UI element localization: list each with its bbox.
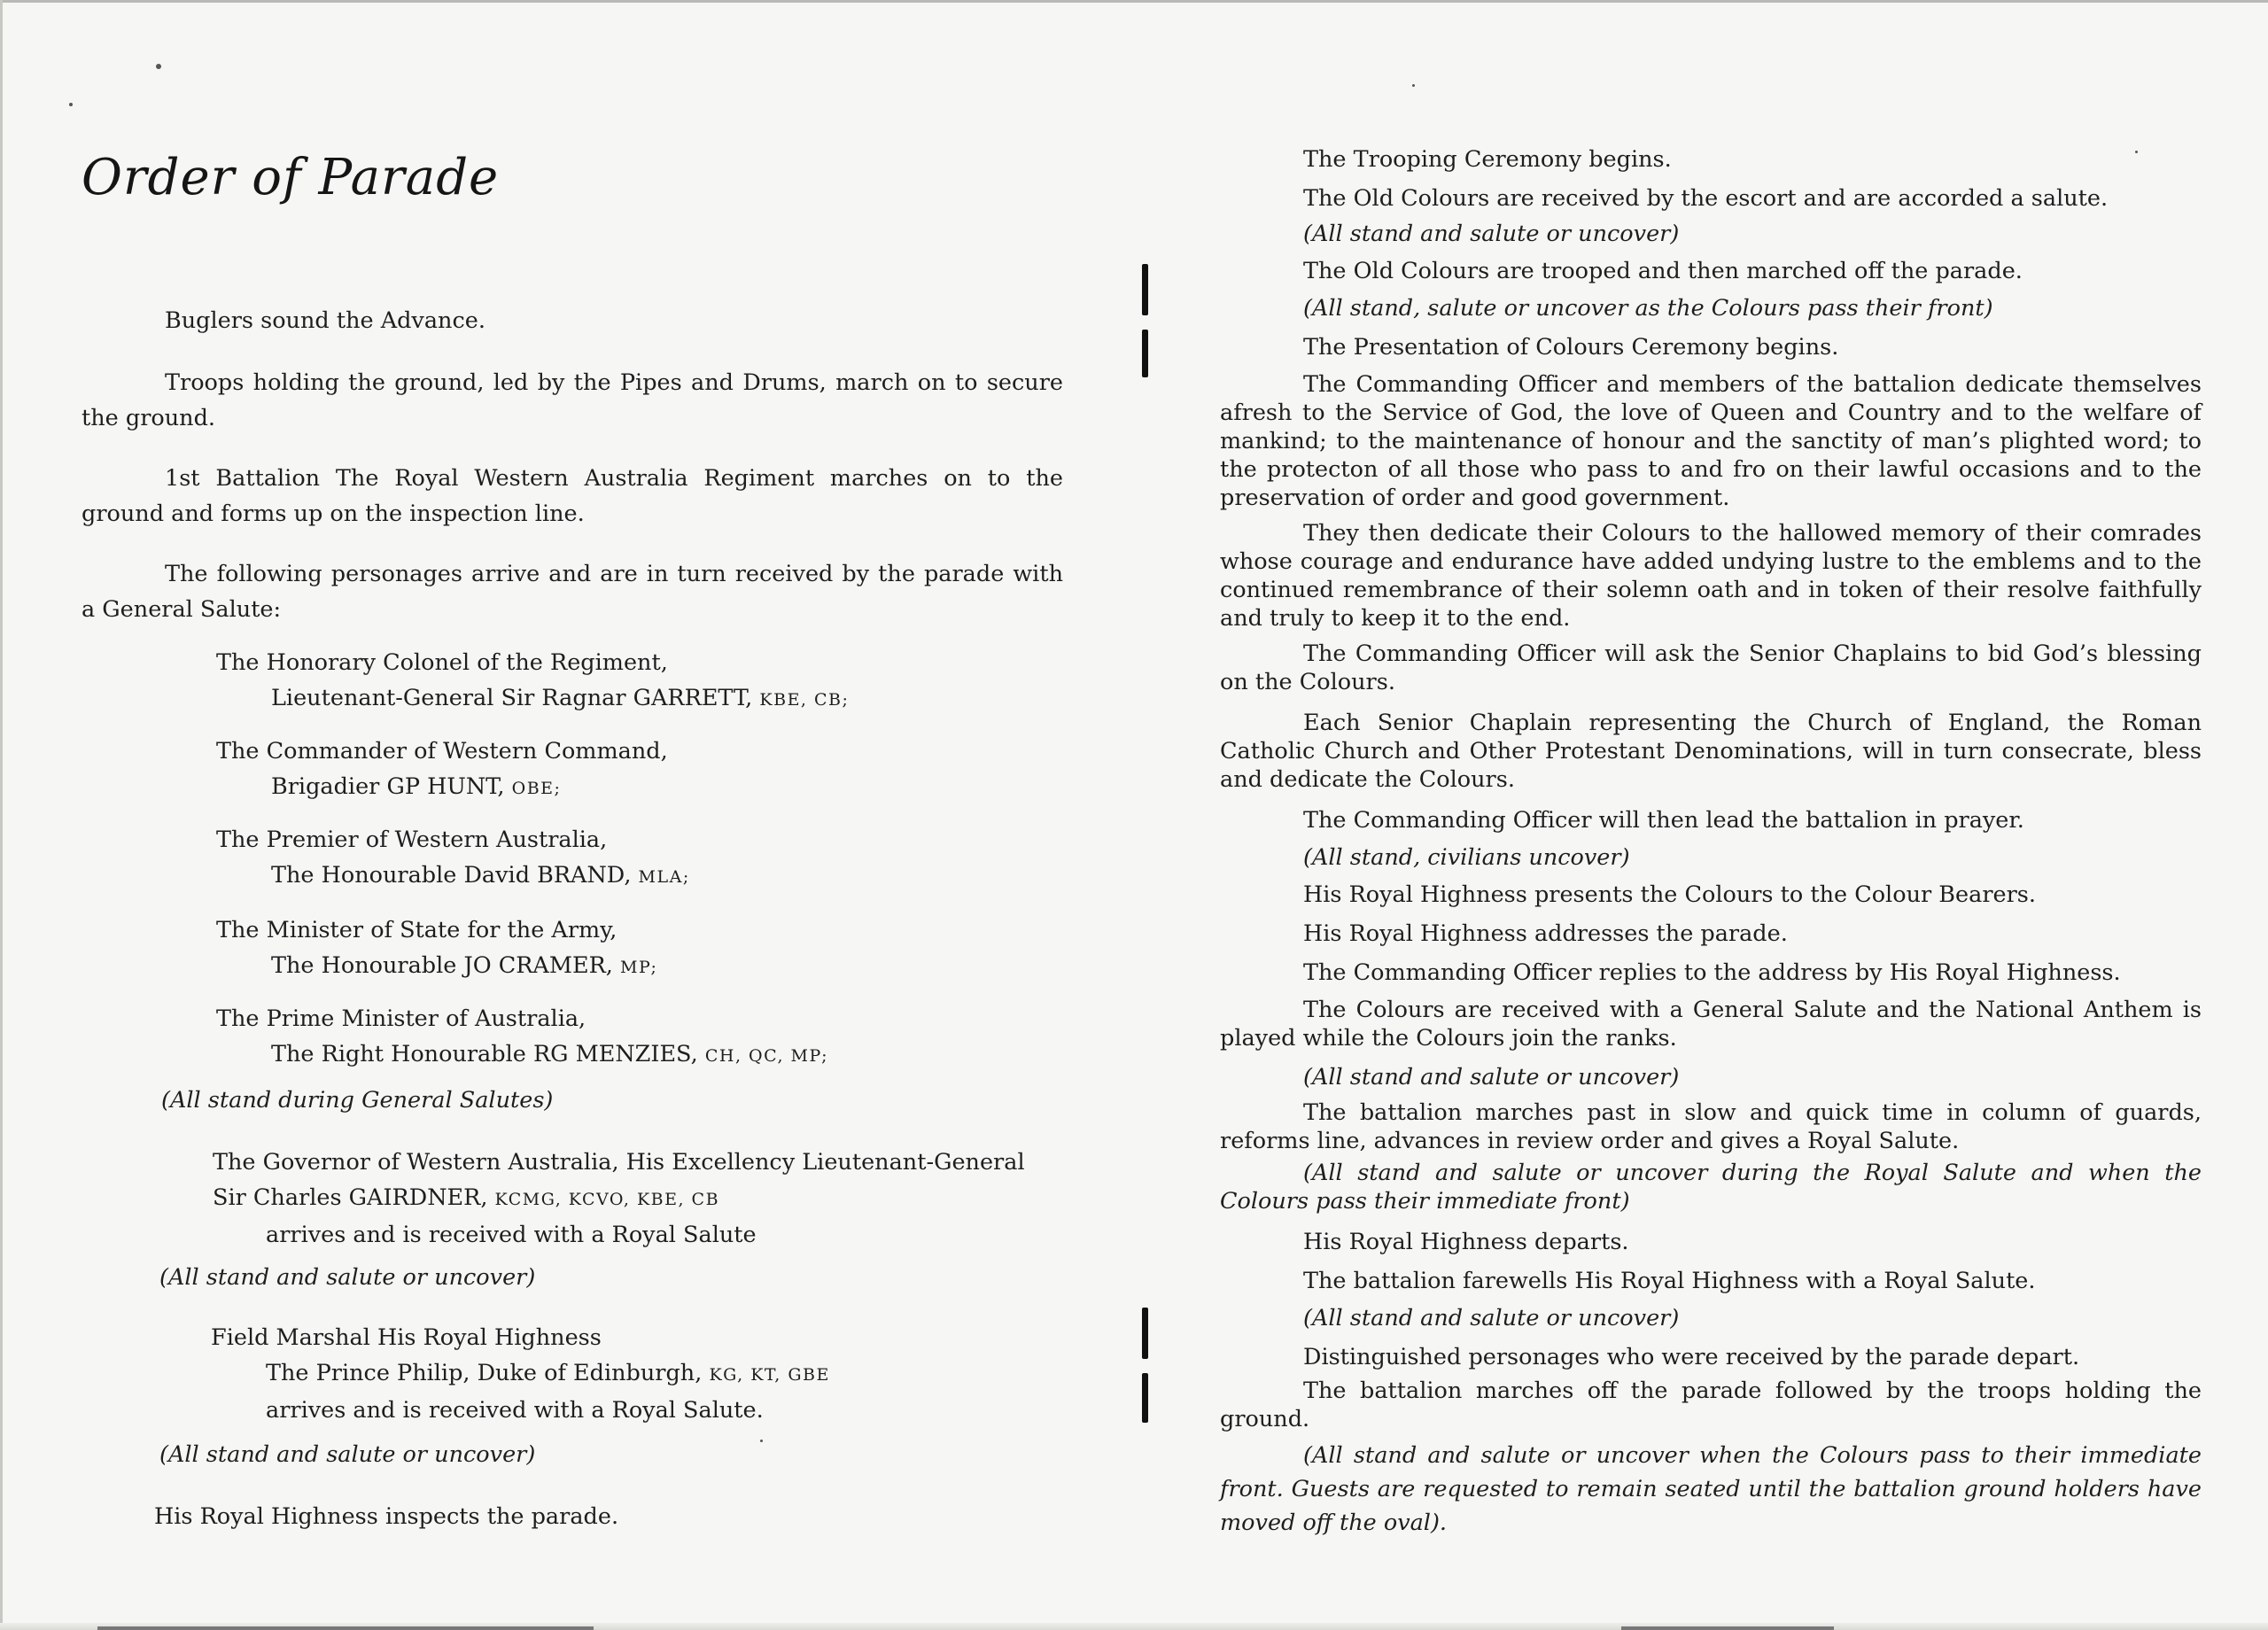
top-edge-shadow [0, 0, 2268, 3]
fold-mark [1142, 264, 1148, 315]
note-old-colours: (All stand and salute or uncover) [1303, 221, 1680, 247]
governor-arrives: arrives and is received with a Royal Salute [266, 1222, 757, 1248]
personage-name: The Honourable JO CRAMER, [271, 952, 613, 979]
paragraph-dedicate: The Commanding Officer and members of the battalion dedicate themselves afresh to the Service of God, the love of Queen and Country and to the welfare of mankind; to the maintenance of honour and the sanctity of man’s plighted word; to the protecton of all those who pass to and fro on their lawful occasions and to the preservation of order and good government. [1220, 371, 2202, 511]
scan-speck [156, 64, 161, 69]
personage-honours: MLA; [638, 867, 690, 887]
line-presentation-begins: The Presentation of Colours Ceremony begins. [1303, 334, 1839, 361]
personage-honours: CH, QC, MP; [704, 1046, 829, 1066]
personage-name: The Right Honourable RG MENZIES, [271, 1041, 698, 1067]
paragraph-chaplains: The Commanding Officer will ask the Senior Chaplains to bid God’s blessing on the Colours. [1220, 640, 2202, 695]
personage-office: The Premier of Western Australia, [216, 827, 608, 853]
paragraph-memory: They then dedicate their Colours to the hallowed memory of their comrades whose courage and endurance have added undying lustre to the emblems and to the continued remembrance of their solemn oath and in token of their resolve faithfully and truly to keep it to the end. [1220, 520, 2202, 632]
paragraph-consecrate: Each Senior Chaplain representing the Church of England, the Roman Catholic Church and Other Protestant Denominations, will in turn consecrate, bless and dedicate the Colours. [1220, 710, 2202, 793]
note-governor: (All stand and salute or uncover) [159, 1264, 536, 1291]
bottom-scan-mark-left [97, 1626, 594, 1630]
personage-office: The Minister of State for the Army, [216, 917, 617, 943]
note-farewells: (All stand and salute or uncover) [1303, 1305, 1680, 1331]
personage-office: The Prime Minister of Australia, [216, 1005, 586, 1032]
fold-mark [1142, 1308, 1148, 1359]
personage-honours: OBE; [511, 779, 562, 798]
note-colours-pass: (All stand, salute or uncover as the Colours pass their front) [1303, 295, 1993, 322]
line-old-colours-trooped: The Old Colours are trooped and then marched off the parade. [1303, 258, 2023, 284]
note-general-salutes: (All stand during General Salutes) [161, 1087, 554, 1114]
page-title: Order of Parade [82, 149, 500, 206]
personage-entry [216, 645, 1063, 718]
duke-line: Field Marshal His Royal Highness [211, 1324, 602, 1351]
note-anthem: (All stand and salute or uncover) [1303, 1064, 1680, 1091]
personage-honours: MP; [619, 958, 658, 977]
line-replies: The Commanding Officer replies to the address by His Royal Highness. [1303, 959, 2121, 986]
governor-line: The Governor of Western Australia, His Excellency Lieutenant-General [213, 1149, 1025, 1176]
paragraph-inspects: His Royal Highness inspects the parade. [154, 1503, 619, 1530]
personage-name: Brigadier GP HUNT, [271, 773, 505, 800]
paragraph-troops: Troops holding the ground, led by the Pipes and Drums, march on to secure the ground. [82, 369, 1063, 431]
paragraph-personages: The following personages arrive and are in turn received by the parade with a General Salute: [82, 561, 1063, 623]
personage-name: The Honourable David BRAND, [271, 862, 632, 889]
bottom-scan-mark-right [1621, 1626, 1834, 1630]
paragraph-battalion: 1st Battalion The Royal Western Australia Regiment marches on to the ground and forms up on the inspection line. [82, 465, 1063, 527]
line-farewells: The battalion farewells His Royal Highness with a Royal Salute. [1303, 1268, 2036, 1294]
line-presents-colours: His Royal Highness presents the Colours to the Colour Bearers. [1303, 881, 2036, 908]
line-addresses: His Royal Highness addresses the parade. [1303, 920, 1788, 947]
note-final: (All stand and salute or uncover when the Colours pass to their immediate front. Guests are requested to remain seated until the battalion ground holders have moved off the oval). [1220, 1442, 2202, 1536]
note-duke: (All stand and salute or uncover) [159, 1441, 536, 1468]
personage-entry [216, 912, 1063, 985]
note-marches-past: (All stand and salute or uncover during the Royal Salute and when the Colours pass their immediate front) [1220, 1160, 2202, 1215]
left-edge-shadow [0, 0, 3, 1630]
scan-speck [1412, 84, 1415, 87]
duke-honours: KG, KT, GBE [709, 1365, 830, 1385]
paragraph-marches-off: The battalion marches off the parade followed by the troops holding the ground. [1220, 1378, 2202, 1432]
personage-entry [216, 822, 1063, 895]
governor-entry [213, 1145, 1063, 1253]
line-prayer: The Commanding Officer will then lead the battalion in prayer. [1303, 807, 2024, 834]
line-old-colours-received: The Old Colours are received by the escort and are accorded a salute. [1303, 185, 2109, 212]
duke-name: The Prince Philip, Duke of Edinburgh, [266, 1360, 703, 1386]
line-personages-depart: Distinguished personages who were received by the parade depart. [1303, 1344, 2080, 1370]
personage-name: Lieutenant-General Sir Ragnar GARRETT, [271, 685, 753, 711]
paragraph-advance: Buglers sound the Advance. [165, 307, 485, 334]
personage-entry [216, 1001, 1063, 1074]
duke-arrives: arrives and is received with a Royal Salute. [266, 1397, 764, 1424]
personage-office: The Commander of Western Command, [216, 738, 668, 765]
duke-entry [211, 1320, 1063, 1428]
line-trooping-begins: The Trooping Ceremony begins. [1303, 146, 1672, 173]
paragraph-anthem: The Colours are received with a General Salute and the National Anthem is played while the Colours join the ranks. [1220, 997, 2202, 1052]
personage-office: The Honorary Colonel of the Regiment, [216, 649, 668, 676]
scan-speck [69, 103, 73, 106]
governor-honours: KCMG, KCVO, KBE, CB [494, 1190, 720, 1209]
fold-mark [1142, 1373, 1148, 1423]
personage-entry [216, 734, 1063, 806]
line-departs: His Royal Highness departs. [1303, 1229, 1629, 1255]
governor-name: Sir Charles GAIRDNER, [213, 1184, 488, 1211]
personage-honours: KBE, CB; [759, 690, 850, 710]
fold-mark [1142, 330, 1148, 377]
paragraph-marches-past: The battalion marches past in slow and quick time in column of guards, reforms line, advances in review order and gives a Royal Salute. [1220, 1099, 2202, 1154]
note-prayer: (All stand, civilians uncover) [1303, 844, 1630, 871]
